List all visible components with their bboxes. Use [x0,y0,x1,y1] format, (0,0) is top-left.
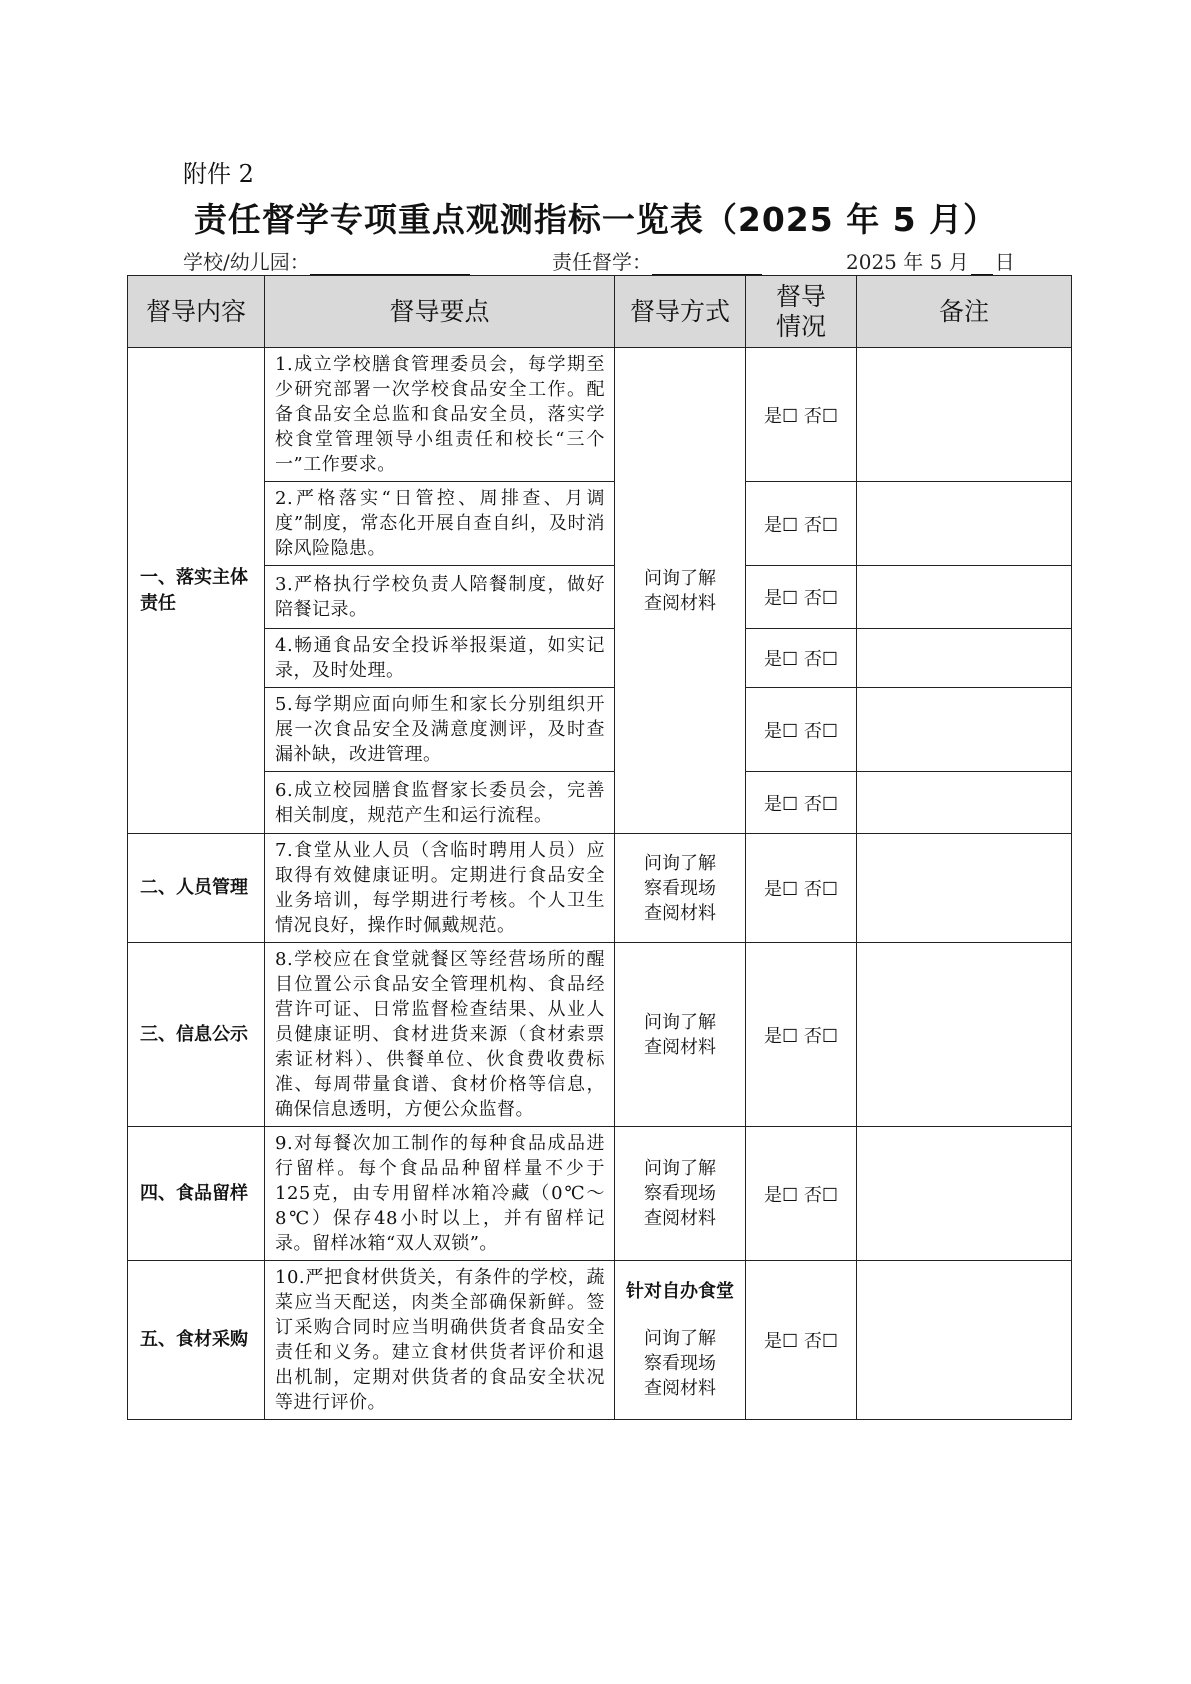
table-row [128,566,1072,629]
note-cell[interactable] [857,1261,1072,1420]
note-cell[interactable] [857,348,1072,482]
supervision-point: 3.严格执行学校负责人陪餐制度，做好陪餐记录。 [265,566,615,629]
section-title: 五、食材采购 [128,1261,265,1420]
document-title: 责任督学专项重点观测指标一览表（2025 年 5 月） [193,200,998,239]
supervision-point: 8.学校应在食堂就餐区等经营场所的醒目位置公示食品安全管理机构、食品经营许可证、日常监督检查结果、从业人员健康证明、食材进货来源（食材索票索证材料）、供餐单位、伙食费收费标准、每周带量食谱、食材价格等信息，确保信息透明，方便公众监督。 [265,943,615,1127]
note-cell[interactable] [857,566,1072,629]
status-checkboxes[interactable]: 是☐ 否☐ [746,566,857,629]
table-row [128,834,1072,943]
method-text: 问询了解 察看现场 查阅材料 [644,1328,716,1399]
supervision-method [615,348,746,834]
indicator-table [127,275,1072,1420]
date-prefix: 2025 年 5 月 [846,250,969,274]
status-checkboxes[interactable]: 是☐ 否☐ [746,688,857,772]
school-label: 学校/幼儿园： [183,250,310,274]
table-row [128,688,1072,772]
attachment-label: 附件 2 [183,160,254,188]
date-suffix: 日 [994,250,1015,274]
status-checkboxes[interactable]: 是☐ 否☐ [746,629,857,688]
table-row [128,1127,1072,1261]
date-field [846,246,1015,275]
supervision-method [615,1261,746,1420]
note-cell[interactable] [857,688,1072,772]
table-row [128,482,1072,566]
supervision-method [615,834,746,943]
header-content: 督导内容 [128,276,265,348]
school-field [183,246,470,275]
status-checkboxes[interactable]: 是☐ 否☐ [746,772,857,834]
status-checkboxes[interactable]: 是☐ 否☐ [746,834,857,943]
section-title: 四、食品留样 [128,1127,265,1261]
method-text: 问询了解 察看现场 查阅材料 [644,1158,716,1229]
header-points: 督导要点 [265,276,615,348]
note-cell[interactable] [857,482,1072,566]
note-cell[interactable] [857,943,1072,1127]
supervision-method [615,943,746,1127]
table-row [128,629,1072,688]
header-method: 督导方式 [615,276,746,348]
note-cell[interactable] [857,1127,1072,1261]
header-status [746,276,857,348]
table-row [128,943,1072,1127]
method-scope-note: 针对自办食堂 [626,1281,734,1302]
table-row [128,348,1072,482]
supervision-point: 10.严把食材供货关，有条件的学校，蔬菜应当天配送，肉类全部确保新鲜。签订采购合同时应当明确供货者食品安全责任和义务。建立食材供货者评价和退出机制，定期对供货者的食品安全状况等进行评价。 [265,1261,615,1420]
supervision-method [615,1127,746,1261]
section-title: 三、信息公示 [128,943,265,1127]
status-checkboxes[interactable]: 是☐ 否☐ [746,1127,857,1261]
status-checkboxes[interactable]: 是☐ 否☐ [746,1261,857,1420]
supervisor-label: 责任督学： [552,250,652,274]
supervision-point: 7.食堂从业人员（含临时聘用人员）应取得有效健康证明。定期进行食品安全业务培训，每学期进行考核。个人卫生情况良好，操作时佩戴规范。 [265,834,615,943]
supervision-point: 5.每学期应面向师生和家长分别组织开展一次食品安全及满意度测评，及时查漏补缺，改进管理。 [265,688,615,772]
supervision-point: 6.成立校园膳食监督家长委员会，完善相关制度，规范产生和运行流程。 [265,772,615,834]
supervision-point: 4.畅通食品安全投诉举报渠道，如实记录，及时处理。 [265,629,615,688]
section-title: 一、落实主体责任 [128,348,265,834]
header-note: 备注 [857,276,1072,348]
note-cell[interactable] [857,772,1072,834]
method-text: 问询了解 查阅材料 [644,1011,716,1058]
supervisor-field [552,246,762,275]
supervision-point: 9.对每餐次加工制作的每种食品成品进行留样。每个食品品种留样量不少于125克，由专用留样冰箱冷藏（0℃～8℃）保存48小时以上，并有留样记录。留样冰箱“双人双锁”。 [265,1127,615,1261]
header-row [128,276,1072,348]
supervision-point: 1.成立学校膳食管理委员会，每学期至少研究部署一次学校食品安全工作。配备食品安全总监和食品安全员，落实学校食堂管理领导小组责任和校长“三个一”工作要求。 [265,348,615,482]
status-checkboxes[interactable]: 是☐ 否☐ [746,348,857,482]
status-checkboxes[interactable]: 是☐ 否☐ [746,482,857,566]
day-blank[interactable] [971,252,993,275]
note-cell[interactable] [857,629,1072,688]
school-blank[interactable] [310,252,470,275]
status-checkboxes[interactable]: 是☐ 否☐ [746,943,857,1127]
method-text: 问询了解 查阅材料 [644,567,716,614]
table-row [128,1261,1072,1420]
note-cell[interactable] [857,834,1072,943]
supervisor-blank[interactable] [652,252,762,275]
method-text: 问询了解 察看现场 查阅材料 [644,852,716,924]
section-title: 二、人员管理 [128,834,265,943]
table-row [128,772,1072,834]
supervision-point: 2.严格落实“日管控、周排查、月调度”制度，常态化开展自查自纠，及时消除风险隐患。 [265,482,615,566]
header-status-text: 督导情况 [775,281,826,341]
